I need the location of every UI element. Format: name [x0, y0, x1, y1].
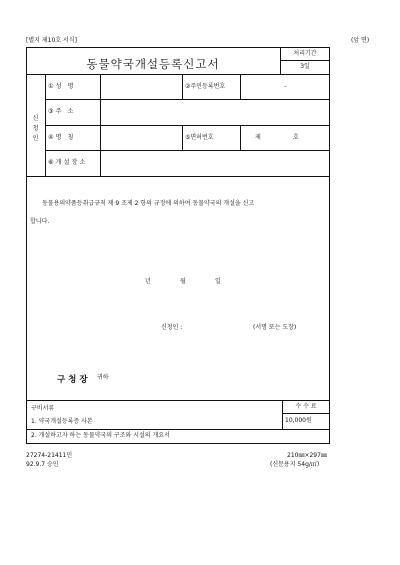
- license-suffix: 호: [293, 134, 299, 141]
- fee-label: 수 수 료: [295, 403, 317, 410]
- statement-line-1: 동물용의약품등취급규칙 제 9 조제 2 항의 규정에 의하여 동물약국의 개설을 신고: [42, 200, 255, 207]
- signature-note: (서명 또는 도장): [253, 324, 297, 331]
- rrn-field[interactable]: -: [284, 83, 287, 90]
- rrn-col-line: [182, 74, 183, 99]
- pharmacist-name-field[interactable]: [101, 126, 181, 149]
- documents-title: 구비서류: [31, 405, 55, 412]
- applicant-section-label-1: 신: [32, 115, 39, 122]
- license-value-col-line: [240, 125, 241, 150]
- processing-period-label: 처리기간: [293, 50, 317, 57]
- fee-value: 10,000원: [285, 417, 312, 424]
- form-title: 동물약국개설등록신고서: [86, 57, 220, 71]
- date-year: 년: [145, 278, 151, 285]
- license-label: ⑤면허번호: [185, 134, 214, 141]
- form-bottom-line: [26, 443, 330, 444]
- bottom-left-edge: [26, 430, 27, 443]
- recipient-suffix: 귀하: [97, 374, 109, 381]
- license-prefix: 제: [255, 134, 261, 141]
- processing-divider: [280, 60, 330, 61]
- footer-approval: 92.9.7 승인: [26, 461, 59, 468]
- footer-paper: (신문용지 54g/㎡): [270, 461, 320, 468]
- bottom-right-edge: [329, 430, 330, 443]
- row-line-2: [45, 125, 330, 126]
- applicant-bottom-line: [26, 176, 330, 177]
- name-field[interactable]: [101, 75, 181, 99]
- location-field[interactable]: [101, 151, 329, 175]
- page-side-label: (앞 면): [351, 37, 370, 44]
- footer-size: 210㎜×297㎜: [287, 452, 327, 459]
- applicant-section-label-3: 인: [32, 135, 39, 142]
- fee-divider: [282, 413, 330, 414]
- documents-item-1: 1. 약국개설등록증 사본: [31, 418, 93, 425]
- license-col-line: [182, 125, 183, 150]
- rrn-label: ②주민등록번호: [185, 83, 226, 90]
- name-label: ①성 명: [48, 83, 76, 90]
- applicant-section-label-2: 청: [32, 125, 39, 132]
- address-field[interactable]: [101, 100, 329, 124]
- applicant-signature-label: 신청인 :: [161, 324, 183, 331]
- documents-item-2: 2. 개설하고자 하는 동물약국의 구조와 시설의 개요서: [31, 432, 170, 439]
- pharmacist-name-label: ④명 칭: [48, 134, 76, 141]
- recipient-name: 구 청 장: [57, 375, 88, 385]
- statement-line-2: 합니다.: [30, 218, 50, 225]
- documents-top-line: [26, 400, 330, 401]
- footer-code: 27274-21411민: [26, 452, 73, 459]
- date-month: 월: [180, 278, 186, 285]
- location-label: ⑥개설장소: [48, 159, 88, 166]
- form-number: [별지 제10호 서식]: [26, 37, 77, 44]
- processing-period-value: 3일: [300, 63, 310, 70]
- address-label: ③주 소: [48, 108, 76, 115]
- date-day: 일: [215, 278, 221, 285]
